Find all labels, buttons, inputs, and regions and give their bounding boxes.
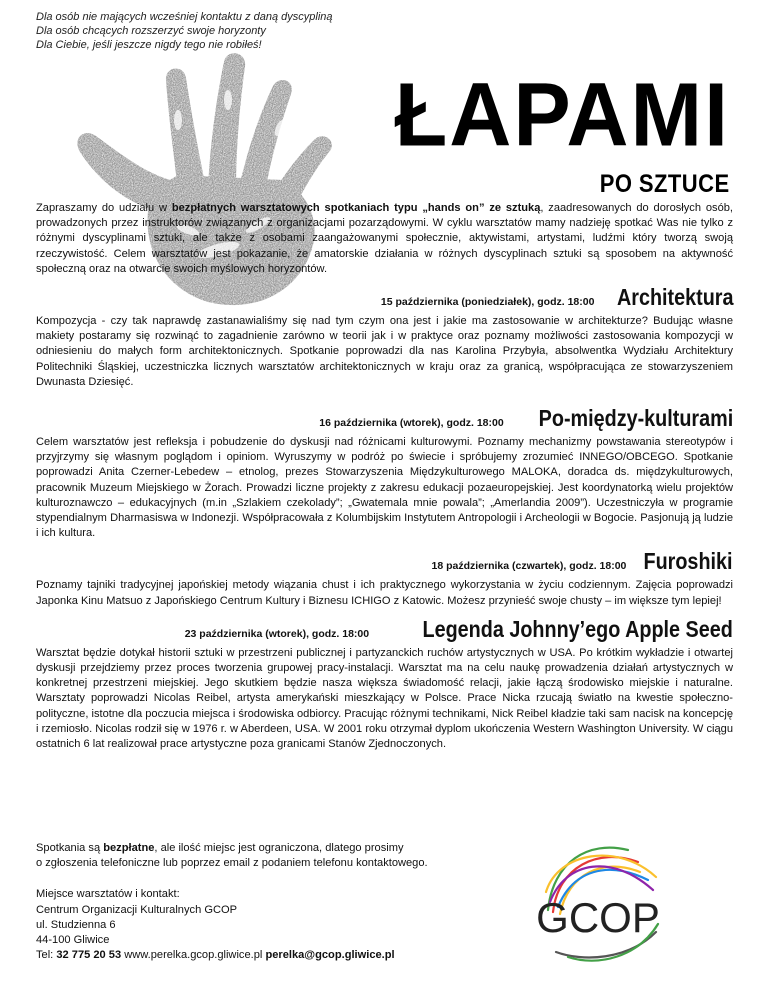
workshop-date: 18 października (czwartek), godz. 18:00	[431, 560, 627, 573]
workshop-title: Architektura	[616, 284, 733, 311]
logo-arc	[546, 856, 656, 892]
tagline	[36, 10, 333, 52]
footer	[36, 841, 516, 963]
main-title: ŁAPAMI	[394, 64, 730, 166]
free-notice	[36, 841, 516, 856]
workshop-date: 23 października (wtorek), godz. 18:00	[184, 627, 370, 640]
free-bold: bezpłatne	[103, 842, 155, 854]
intro-paragraph	[36, 201, 733, 277]
subtitle: PO SZTUCE	[600, 170, 730, 198]
email-link[interactable]: perelka@gcop.gliwice.pl	[265, 949, 395, 962]
free-notice-line2: o zgłoszenia telefoniczne lub poprzez email z podaniem telefonu kontaktowego.	[36, 857, 428, 870]
contact-line	[36, 948, 516, 963]
free-text: Spotkania są	[36, 842, 104, 854]
logo-text: GCOP	[536, 894, 660, 941]
workshop-date: 15 października (poniedziałek), godz. 18:00	[380, 296, 595, 309]
tagline-line: Dla osób chcących rozszerzyć swoje horyzonty	[36, 25, 266, 37]
workshop-heading	[36, 407, 733, 434]
content	[36, 201, 733, 752]
workshop-heading	[36, 286, 733, 313]
free-text: , ale ilość miejsc jest ograniczona, dlatego prosimy	[154, 842, 404, 854]
website-link[interactable]: www.perelka.gcop.gliwice.pl	[121, 949, 266, 962]
street-address: ul. Studzienna 6	[36, 918, 116, 931]
workshop-description: Kompozycja - czy tak naprawdę zastanawialiśmy się nad tym czym ona jest i jakie ma zastosowanie w architekturze? Budując własne makiety postaramy się rozwinąć to zagadnienie zarówno w teorii jak i w praktyce oraz poznamy możliwości zastosowania kompozycji w odniesieniu do małych form architektonicznych. Spotkanie poprowadzi dla nas Karolina Przybyła, absolwentka Wydziału Architektury Politechniki Śląskiej, uczestniczka licznych warsztatów architektonicznych w kraju oraz za granicą, współpracująca ze stowarzyszeniem Dwunasta Dziesięć.	[36, 315, 733, 388]
city-address: 44-100 Gliwice	[36, 934, 110, 947]
workshop-heading	[36, 615, 733, 645]
venue-label: Miejsce warsztatów i kontakt:	[36, 888, 180, 901]
tagline-line: Dla Ciebie, jeśli jeszcze nigdy tego nie robiłeś!	[36, 39, 262, 51]
tel-label: Tel:	[36, 949, 57, 962]
intro-text: , zaadresowanych do dorosłych osób, prowadzonych przez instruktorów związanych z organizacjami pozarządowymi. W cyklu warsztatów mamy nadzieję spotkać Was nie tylko z różnymi dyscyplinami sztuki, ale także z osobami zaangażowanymi społecznie, aktywistami, artystami, ludźmi który tworzą swoją rzeczywistość. Celem warsztatów jest pokazanie, że amatorskie działania w różnych dyscyplinach sztuki są sposobem na aktywność społeczną oraz na otwarcie swoich myślowych horyzontów.	[36, 202, 733, 275]
phone-number[interactable]: 32 775 20 53	[56, 949, 122, 962]
organization-name: Centrum Organizacji Kulturalnych GCOP	[36, 903, 237, 916]
workshop-heading	[36, 550, 733, 577]
gcop-logo	[528, 832, 668, 972]
intro-bold: bezpłatnych warsztatowych spotkaniach typu „hands on” ze sztuką	[171, 202, 541, 214]
workshop-description: Celem warsztatów jest refleksja i pobudzenie do dyskusji nad różnicami kulturowymi. Poznamy mechanizmy powstawania stereotypów i przyjrzymy się własnym poglądom i opiniom. Wyruszymy w podróż po świecie i spróbujemy zrozumieć INNEGO/OBCEGO. Spotkanie poprowadzi Anita Czerner-Lebedew – etnolog, prezes Stowarzyszenia Międzykulturowego MALOKA, doradca ds. międzykulturowych, pracownik Muzeum Miejskiego w Żorach. Prowadzi liczne projekty z zakresu edukacji pozaeuropejskiej. Jest koordynatorką wielu projektów kulturoznawczo – edukacyjnych (m.in „Szlakiem czekolady”; „Gwatemala mnie powala”; „Amerlandia 2009”). Uczestniczyła w programie stypendialnym Dharmasiswa w Indonezji. Współpracowała z Kolumbijskim Instytutem Antropologii i Archeologii w Bogocie. Pasjonują ją ludzie i ich kultura.	[36, 436, 733, 540]
workshop-title: Legenda Johnny’ego Apple Seed	[422, 615, 733, 642]
workshop-description: Warsztat będzie dotykał historii sztuki w przestrzeni publicznej i partyzanckich ruchów artystycznych w USA. Po krótkim wykładzie i otwartej dyskusji przejdziemy przez proces tworzenia grupowej pracy-instalacji. Warsztat ma na celu naukę prowadzenia działań artystycznych w konkretnej przestrzeni miejskiej. Jego skutkiem będzie nasza większa świadomość relacji, jakie łączą środowisko miejskie i naturalne. Warsztaty poprowadzi Nicolas Reibel, artysta amerykański mieszkający w Polsce. Prace Nicka rzucają światło na kwestie społeczno-polityczne, istotne dla poczucia miejsca i środowiska odbiorcy. Pracując różnymi technikami, Nick Reibel kładzie taki sam nacisk na koncepcję i rzemiosło. Nicolas rodził się w 1976 r. w Aberdeen, USA. W 2001 roku otrzymał dyplom ukończenia Western Washington University. W ciągu ostatnich 6 lat realizował prace artystyczne poza granicami Stanów Zjednoczonych.	[36, 646, 733, 751]
workshop-title: Po-między-kulturami	[538, 405, 733, 432]
workshop-date: 16 października (wtorek), godz. 18:00	[319, 417, 504, 430]
workshop-description: Poznamy tajniki tradycyjnej japońskiej metody wiązania chust i ich praktycznego wykorzystania w życiu codziennym. Zajęcia poprowadzi Japonka Kinu Matsuo z Japońskiego Centrum Kultury i Biznesu ICHIGO z Katowic. Możesz przynieść swoje chusty – im większe tym lepiej!	[36, 579, 733, 607]
workshop-title: Furoshiki	[643, 548, 733, 575]
tagline-line: Dla osób nie mających wcześniej kontaktu z daną dyscypliną	[36, 11, 333, 23]
intro-text: Zapraszamy do udziału w	[36, 202, 172, 214]
